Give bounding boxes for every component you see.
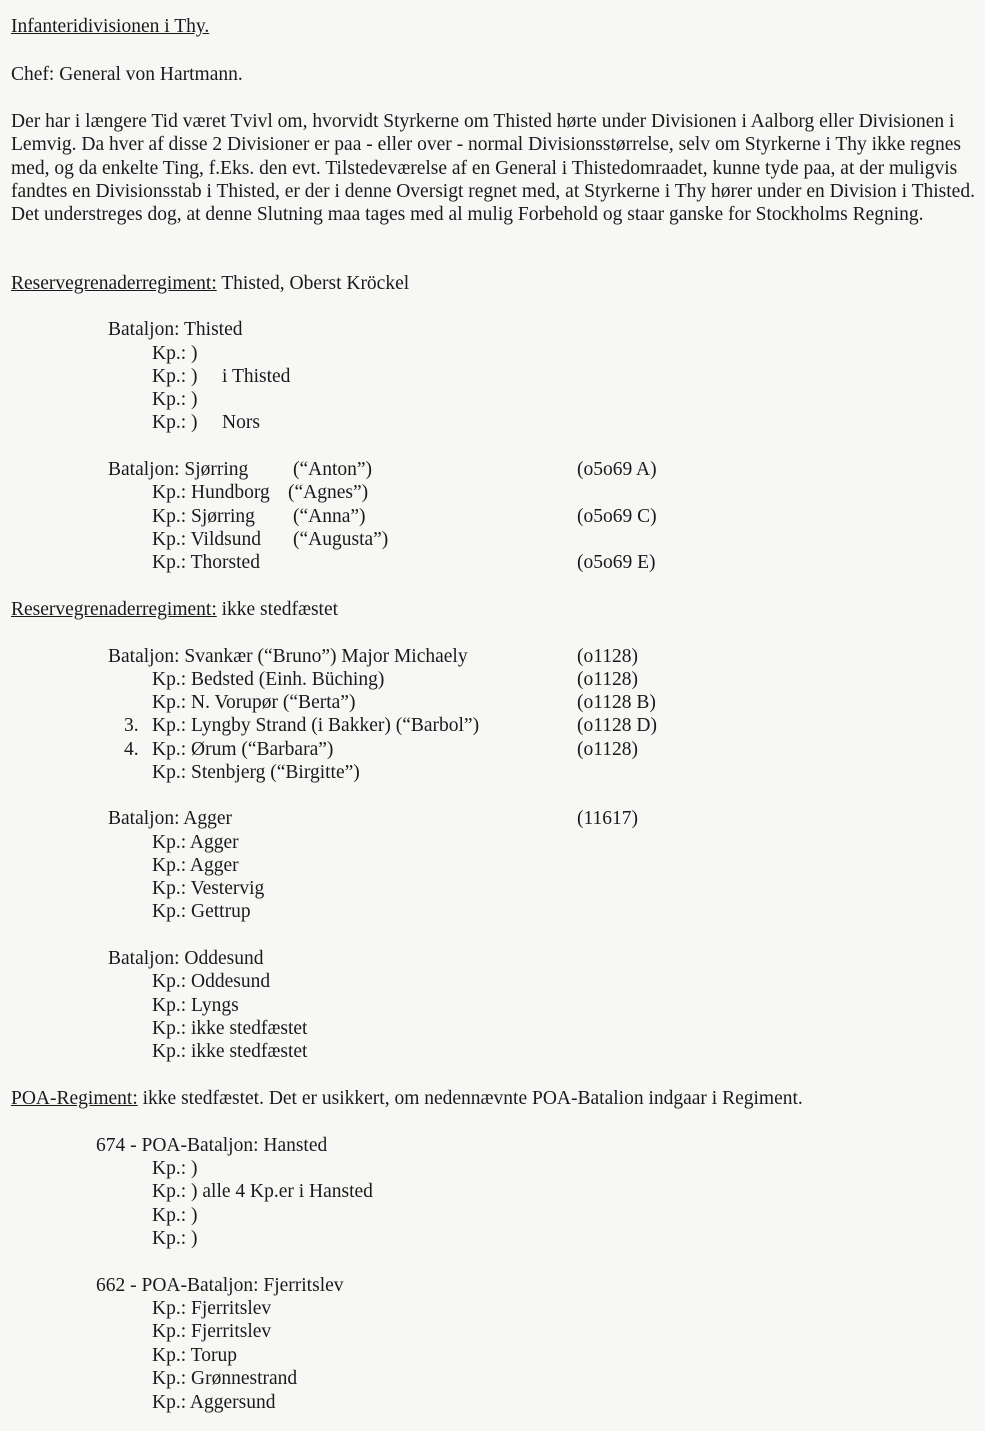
company-line: Kp.: Oddesund	[152, 971, 271, 992]
regiment-rest: ikke stedfæstet. Det er usikkert, om nedennævnte POA-Batalion indgaar i Regiment.	[137, 1088, 803, 1109]
poa-regiment-heading	[11, 1089, 803, 1109]
regiment-heading-1	[11, 274, 409, 294]
regiment-label: Reservegrenaderregiment:	[11, 599, 217, 620]
company-line: Kp.: Fjerritslev	[152, 1321, 272, 1342]
company-line: Kp.: Lyngs	[152, 995, 239, 1016]
company-line: Kp.: Torup	[152, 1345, 237, 1366]
company-line: Kp.: Bedsted (Einh. Büching)	[152, 669, 385, 690]
battalion-reference: (o1128)	[577, 646, 639, 667]
battalion-header: Bataljon: Thisted	[108, 319, 243, 340]
battalion-header: Bataljon: Sjørring	[108, 459, 249, 480]
chef-line: Chef: General von Hartmann.	[11, 64, 243, 85]
battalion-reference: (11617)	[577, 808, 639, 829]
company-line: Kp.: Agger	[152, 832, 239, 853]
company-line: Kp.: Fjerritslev	[152, 1298, 272, 1319]
company-line: Kp.: ikke stedfæstet	[152, 1018, 308, 1039]
battalion-header: Bataljon: Svankær (“Bruno”) Major Michaely	[108, 646, 468, 667]
company-line: Kp.: Sjørring	[152, 506, 255, 527]
company-note: i Thisted	[222, 366, 291, 387]
regiment-heading-2	[11, 600, 338, 620]
company-reference: (o1128)	[577, 739, 639, 760]
battalion-codename: (“Anton”)	[293, 459, 373, 480]
company-line: Kp.: )	[152, 1205, 198, 1226]
company-line: Kp.: )	[152, 412, 198, 433]
company-number: 4.	[124, 739, 139, 760]
intro-paragraph: Der har i længere Tid været Tvivl om, hvorvidt Styrkerne om Thisted hørte under Divisionen i Aalborg eller Divisionen i Lemvig. Da hver af disse 2 Divisioner er paa - eller over - normal Divisionsstørrelse, selv om Styrkerne i Thy ikke regnes med, og da enkelte Ting, f.Eks. den evt. Tilstedeværelse af en General i Thistedomraadet, kunne tyde paa, at der muligvis fandtes en Divisionsstab i Thisted, er der i denne Oversigt regnet med, at Styrkerne i Thy hører under en Division i Thisted. Det understreges dog, at denne Slutning maa tages med al mulig Forbehold og staar ganske for Stockholms Regning.	[11, 111, 975, 226]
regiment-rest: Thisted, Oberst Kröckel	[216, 273, 410, 294]
company-line: Kp.: Agger	[152, 855, 239, 876]
company-line: Kp.: Hundborg	[152, 482, 270, 503]
company-reference: (o1128)	[577, 669, 639, 690]
regiment-label: Reservegrenaderregiment:	[11, 273, 217, 294]
company-line: Kp.: Ørum (“Barbara”)	[152, 739, 334, 760]
company-line: Kp.: Vildsund	[152, 529, 261, 550]
company-line: Kp.: ikke stedfæstet	[152, 1041, 308, 1062]
company-line: Kp.: Aggersund	[152, 1392, 276, 1413]
company-line: Kp.: Stenbjerg (“Birgitte”)	[152, 762, 360, 783]
company-line: Kp.: )	[152, 366, 198, 387]
company-line: Kp.: N. Vorupør (“Berta”)	[152, 692, 356, 713]
battalion-header: 662 - POA-Bataljon: Fjerritslev	[96, 1275, 344, 1296]
company-line: Kp.: )	[152, 343, 198, 364]
company-reference: (o1128 D)	[577, 715, 657, 736]
document-title: Infanteridivisionen i Thy.	[11, 16, 210, 37]
company-line: Kp.: )	[152, 1158, 198, 1179]
regiment-label: POA-Regiment:	[11, 1088, 138, 1109]
company-line: Kp.: ) alle 4 Kp.er i Hansted	[152, 1181, 373, 1202]
company-codename: (“Agnes”)	[288, 482, 369, 503]
company-line: Kp.: Grønnestrand	[152, 1368, 298, 1389]
company-reference: (o5o69 E)	[577, 552, 656, 573]
company-reference: (o5o69 C)	[577, 506, 657, 527]
company-reference: (o1128 B)	[577, 692, 656, 713]
battalion-header: Bataljon: Agger	[108, 808, 233, 829]
company-line: Kp.: Lyngby Strand (i Bakker) (“Barbol”)	[152, 715, 480, 736]
company-line: Kp.: )	[152, 1228, 198, 1249]
company-line: Kp.: Vestervig	[152, 878, 265, 899]
regiment-rest: ikke stedfæstet	[216, 599, 339, 620]
company-line: Kp.: Gettrup	[152, 901, 251, 922]
battalion-header: Bataljon: Oddesund	[108, 948, 264, 969]
company-line: Kp.: )	[152, 389, 198, 410]
company-codename: (“Anna”)	[293, 506, 366, 527]
company-number: 3.	[124, 715, 139, 736]
battalion-reference: (o5o69 A)	[577, 459, 657, 480]
company-note: Nors	[222, 412, 260, 433]
battalion-header: 674 - POA-Bataljon: Hansted	[96, 1135, 328, 1156]
company-line: Kp.: Thorsted	[152, 552, 260, 573]
company-codename: (“Augusta”)	[293, 529, 389, 550]
